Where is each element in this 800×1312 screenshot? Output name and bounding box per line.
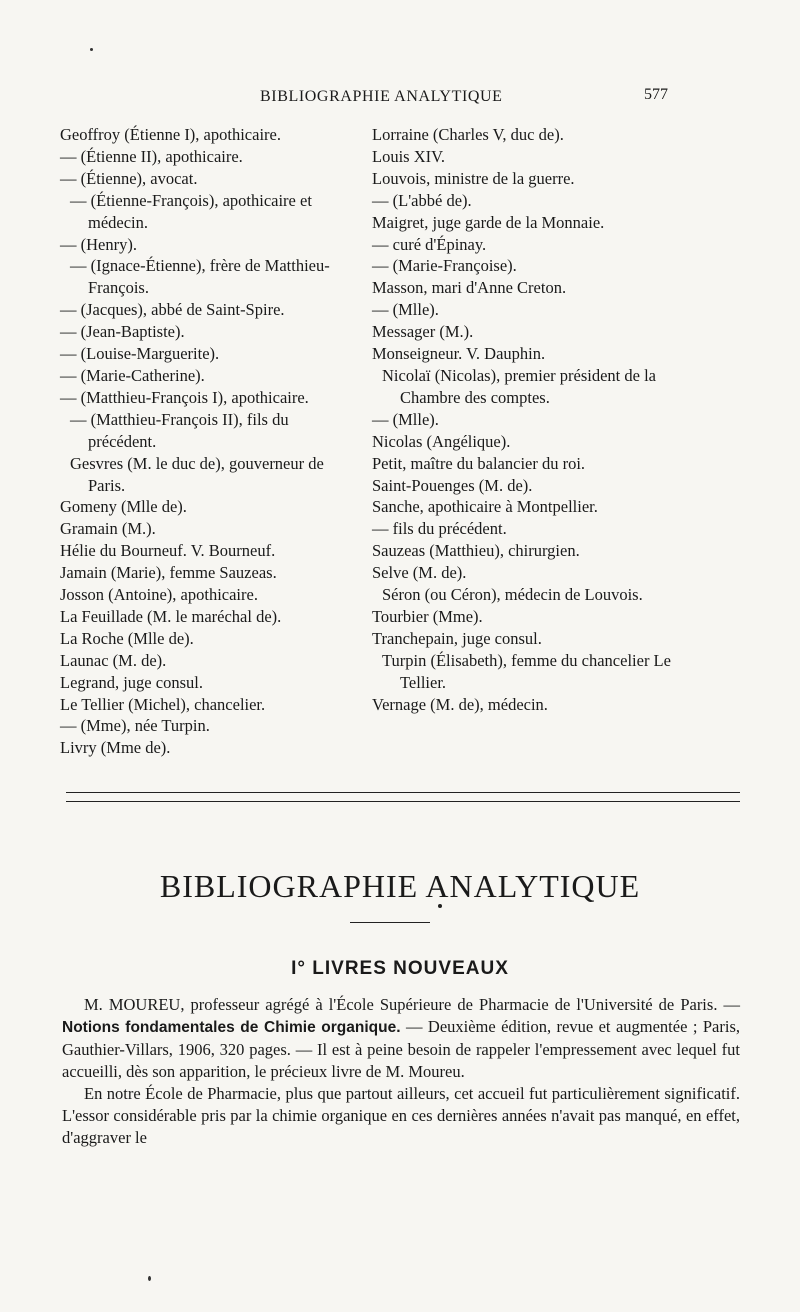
index-entry: Legrand, juge consul. bbox=[60, 672, 203, 692]
index-entry: — (Étienne II), apothicaire. bbox=[60, 146, 243, 166]
section-title: BIBLIOGRAPHIE ANALYTIQUE bbox=[159, 868, 641, 904]
index-entry: Tourbier (Mme). bbox=[372, 606, 483, 626]
index-entry: Gramain (M.). bbox=[60, 519, 156, 539]
index-entry: — (Matthieu-François I), apothicaire. bbox=[60, 387, 309, 407]
index-entry: Hélie du Bourneuf. V. Bourneuf. bbox=[60, 541, 276, 561]
index-entry: Masson, mari d'Anne Creton. bbox=[372, 278, 567, 298]
index-entry: — (Henry). bbox=[60, 234, 137, 254]
index-entry: — (Ignace-Étienne), frère de Matthieu-François. bbox=[70, 256, 330, 298]
section-divider bbox=[66, 792, 740, 802]
index-entry: Josson (Antoine), apothicaire. bbox=[60, 585, 258, 605]
index-entry: Maigret, juge garde de la Monnaie. bbox=[372, 212, 605, 232]
paragraph-text: — Deuxième édition, revue et augmentée ; Paris, Gauthier-Villars, 1906, 320 pages. — Il est à peine besoin de rappeler l'empressement avec lequel fut accueilli, dès son apparition, le précieux livre de M. Moureu. bbox=[62, 1017, 740, 1081]
index-entry: Geoffroy (Étienne I), apothicaire. bbox=[60, 125, 281, 144]
index-entry: — (Mlle). bbox=[372, 300, 439, 320]
index-entry: — (Mme), née Turpin. bbox=[60, 716, 210, 736]
index-entry: Vernage (M. de), médecin. bbox=[372, 694, 548, 714]
index-entry: Selve (M. de). bbox=[372, 563, 467, 583]
index-entry: Launac (M. de). bbox=[60, 650, 167, 670]
index-entry: — (Louise-Marguerite). bbox=[60, 344, 220, 364]
paragraph: En notre École de Pharmacie, plus que partout ailleurs, cet accueil fut particulièrement significatif. L'essor considérable pris par la chimie organique en ces dernières années n'avait pas manqué, en effet, d'aggraver le bbox=[62, 1084, 740, 1147]
print-speck bbox=[90, 48, 93, 51]
title-underline bbox=[350, 922, 430, 923]
book-title: Notions fondamentales de Chimie organique. bbox=[62, 1019, 401, 1036]
index-entry: — (Jean-Baptiste). bbox=[60, 322, 185, 342]
author-line: M. MOUREU, professeur agrégé à l'École Supérieure de Pharmacie de l'Université de Paris. — bbox=[84, 995, 740, 1014]
subsection-title: I° LIVRES NOUVEAUX bbox=[291, 958, 509, 979]
index-entry: Turpin (Élisabeth), femme du chancelier Le Tellier. bbox=[382, 650, 671, 692]
article-body bbox=[62, 994, 740, 1149]
index-entry: — curé d'Épinay. bbox=[372, 234, 487, 254]
index-entry: — (Marie-Catherine). bbox=[60, 365, 205, 385]
index-entry: Monseigneur. V. Dauphin. bbox=[372, 344, 546, 364]
index-entry: Gesvres (M. le duc de), gouverneur de Paris. bbox=[70, 453, 324, 495]
page-number: 577 bbox=[644, 86, 668, 103]
index-entry: Petit, maître du balancier du roi. bbox=[372, 453, 586, 473]
index-entry: Louvois, ministre de la guerre. bbox=[372, 168, 575, 188]
index-entry: — (Matthieu-François II), fils du précédent. bbox=[70, 409, 289, 451]
running-header bbox=[60, 88, 670, 112]
print-speck bbox=[148, 1276, 151, 1281]
index-entry: Livry (Mme de). bbox=[60, 738, 171, 758]
index-entry: Lorraine (Charles V, duc de). bbox=[372, 125, 564, 144]
index-entry: Séron (ou Céron), médecin de Louvois. bbox=[382, 585, 643, 605]
index-entry: Le Tellier (Michel), chancelier. bbox=[60, 694, 266, 714]
index-column-left bbox=[60, 124, 360, 759]
index-entry: Sauzeas (Matthieu), chirurgien. bbox=[372, 541, 580, 561]
index-entry: Sanche, apothicaire à Montpellier. bbox=[372, 497, 598, 517]
ornament-dot bbox=[438, 904, 442, 908]
index-column-right bbox=[372, 124, 672, 715]
paragraph bbox=[62, 994, 740, 1083]
index-entry: La Feuillade (M. le maréchal de). bbox=[60, 606, 282, 626]
index-entry: Jamain (Marie), femme Sauzeas. bbox=[60, 563, 277, 583]
index-entry: — (L'abbé de). bbox=[372, 190, 472, 210]
index-entry: — (Étienne-François), apothicaire et médecin. bbox=[70, 190, 312, 232]
index-entry: Messager (M.). bbox=[372, 322, 474, 342]
index-entry: — (Marie-Françoise). bbox=[372, 256, 517, 276]
index-entry: Gomeny (Mlle de). bbox=[60, 497, 187, 517]
index-entry: — (Mlle). bbox=[372, 409, 439, 429]
index-entry: — fils du précédent. bbox=[372, 519, 507, 539]
index-entry: Nicolas (Angélique). bbox=[372, 431, 511, 451]
index-entry: Louis XIV. bbox=[372, 146, 446, 166]
index-entry: — (Jacques), abbé de Saint-Spire. bbox=[60, 300, 285, 320]
index-entry: Nicolaï (Nicolas), premier président de la Chambre des comptes. bbox=[382, 365, 656, 407]
index-entry: Saint-Pouenges (M. de). bbox=[372, 475, 533, 495]
index-entry: Tranchepain, juge consul. bbox=[372, 628, 542, 648]
index-entry: La Roche (Mlle de). bbox=[60, 628, 194, 648]
index-entry: — (Étienne), avocat. bbox=[60, 168, 198, 188]
running-title: BIBLIOGRAPHIE ANALYTIQUE bbox=[260, 88, 503, 105]
